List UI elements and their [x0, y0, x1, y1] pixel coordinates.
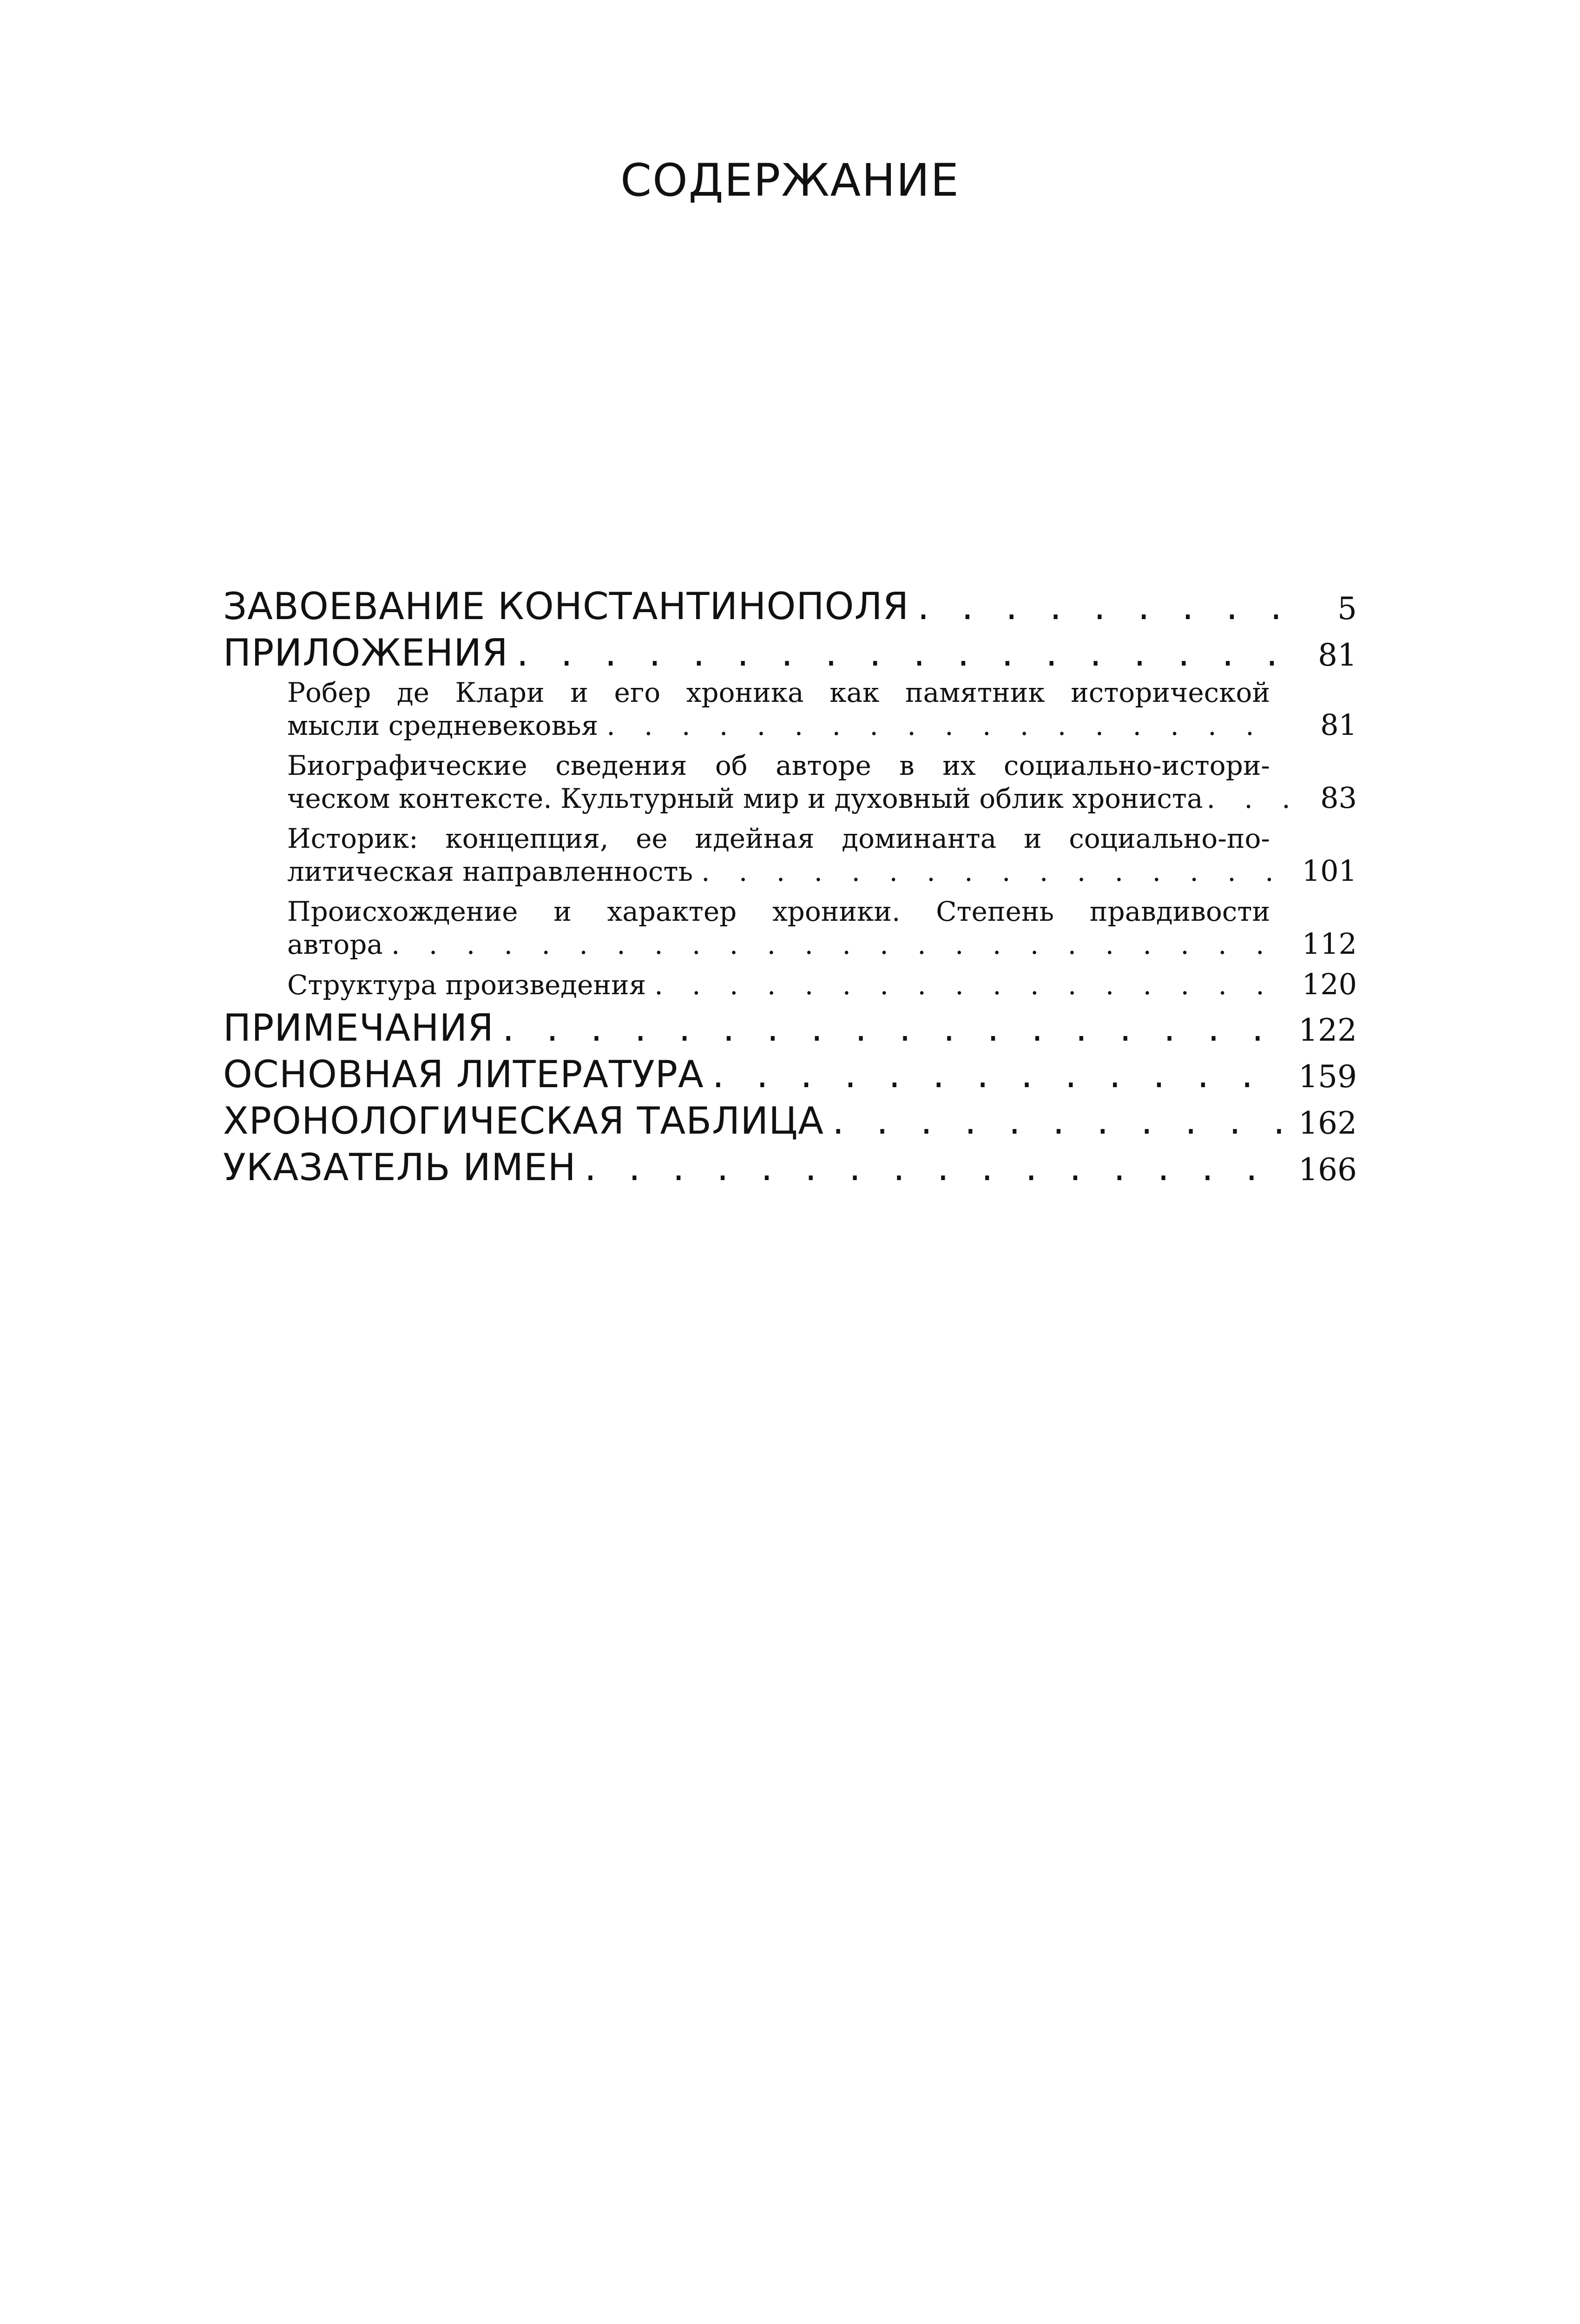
table-of-contents [223, 583, 1357, 1191]
toc-entry-label: УКАЗАТЕЛЬ ИМЕН [223, 1146, 576, 1189]
toc-entry-notes[interactable] [223, 1005, 1357, 1051]
toc-subentry-line: мысли средневековья [287, 710, 599, 741]
toc-subentry-robert-de-clari[interactable] [287, 676, 1357, 749]
dot-leader [701, 855, 1284, 888]
toc-entry-conquest[interactable] [223, 583, 1357, 630]
toc-subentry-line: ческом контексте. Культурный мир и духовный облик хрониста [287, 783, 1203, 814]
dot-leader [502, 1005, 1284, 1051]
toc-page-number: 81 [1320, 708, 1357, 742]
toc-subentry-origin[interactable] [287, 895, 1357, 968]
toc-entry-name-index[interactable] [223, 1144, 1357, 1191]
toc-page-number: 101 [1302, 854, 1357, 888]
toc-page-number: 162 [1298, 1105, 1357, 1141]
toc-entry-label: ЗАВОЕВАНИЕ КОНСТАНТИНОПОЛЯ [223, 585, 909, 628]
toc-page-number: 5 [1337, 591, 1357, 627]
toc-subentry-line: Происхождение и характер хроники. Степень правдивости [287, 896, 1270, 927]
toc-page-number: 83 [1320, 781, 1357, 815]
toc-entry-chronology[interactable] [223, 1098, 1357, 1144]
toc-entry-literature[interactable] [223, 1051, 1357, 1098]
dot-leader [832, 1098, 1284, 1144]
dot-leader [517, 630, 1284, 676]
toc-subentry-structure[interactable] [287, 968, 1357, 1005]
toc-page-number: 112 [1302, 927, 1357, 961]
toc-subentry-line: Историк: концепция, ее идейная доминанта и социально-по- [287, 823, 1270, 854]
dot-leader [606, 709, 1284, 742]
toc-entry-label: ОСНОВНАЯ ЛИТЕРАТУРА [223, 1053, 704, 1096]
toc-subentry-line: Робер де Клари и его хроника как памятник исторической [287, 677, 1270, 708]
dot-leader [917, 583, 1284, 630]
toc-page-number: 120 [1302, 967, 1357, 1001]
toc-page-number: 81 [1318, 637, 1357, 673]
toc-page-number: 166 [1298, 1152, 1357, 1188]
dot-leader [712, 1051, 1284, 1098]
page-title: СОДЕРЖАНИЕ [620, 154, 960, 206]
toc-subentry-line: Биографические сведения об авторе в их социально-истори- [287, 750, 1270, 781]
toc-page-number: 122 [1298, 1012, 1357, 1048]
toc-subentry-biography[interactable] [287, 749, 1357, 822]
toc-subentry-line: автора [287, 929, 383, 960]
dot-leader [585, 1144, 1284, 1191]
toc-subentry-line: литическая направленность [287, 856, 693, 887]
toc-subentry-line: Структура произведения [287, 969, 646, 1001]
dot-leader [654, 969, 1284, 1001]
toc-entry-label: ПРИМЕЧАНИЯ [223, 1006, 494, 1050]
toc-entry-appendices[interactable] [223, 630, 1357, 676]
toc-page-number: 159 [1298, 1059, 1357, 1095]
dot-leader [391, 928, 1284, 961]
toc-subentry-historian[interactable] [287, 822, 1357, 895]
toc-entry-label: ПРИЛОЖЕНИЯ [223, 631, 508, 674]
dot-leader [1207, 782, 1288, 815]
toc-entry-label: ХРОНОЛОГИЧЕСКАЯ ТАБЛИЦА [223, 1099, 824, 1142]
